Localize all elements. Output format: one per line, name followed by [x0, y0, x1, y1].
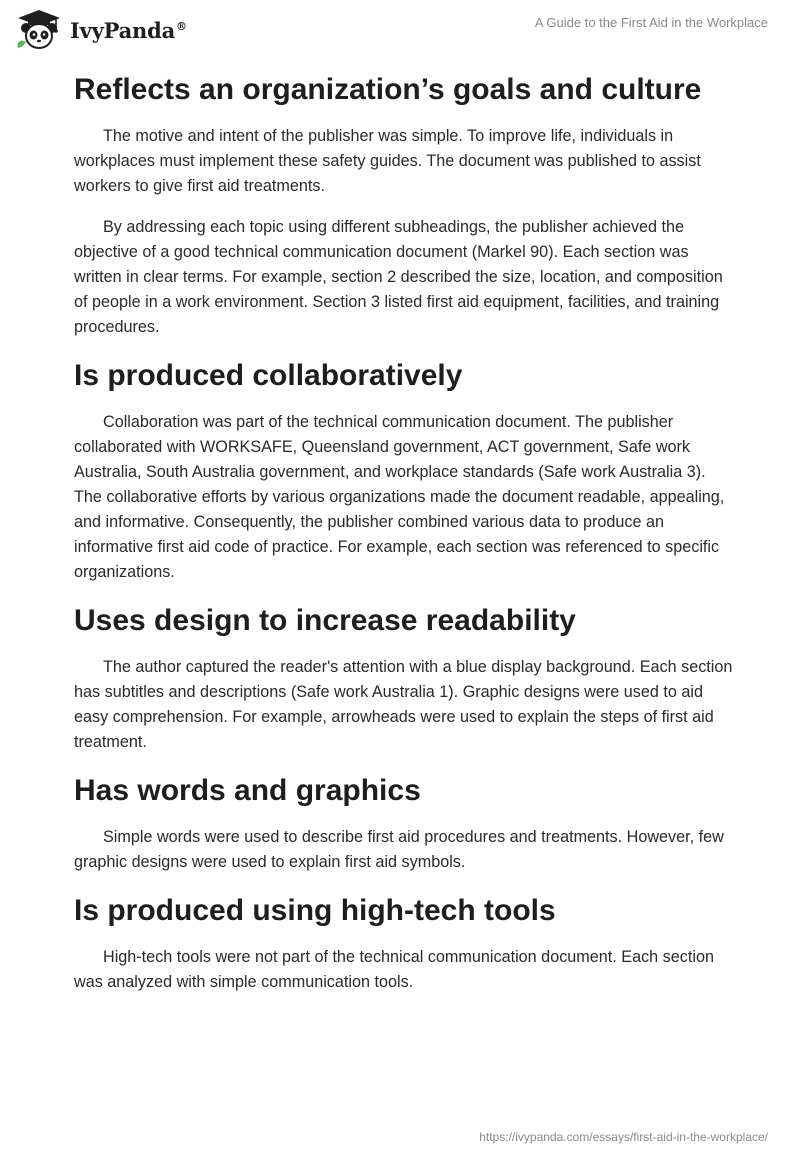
page-header — [0, 0, 800, 60]
paragraph: High-tech tools were not part of the technical communication document. Each section was analyzed with simple communication tools. — [74, 948, 714, 991]
section-heading: Is produced using high-tech tools — [74, 894, 556, 927]
document-title: A Guide to the First Aid in the Workplace — [534, 15, 768, 30]
section-heading: Reflects an organization’s goals and culture — [74, 73, 702, 106]
paragraph: The author captured the reader's attention with a blue display background. Each section has subtitles and descriptions (Safe work Australia 1). Graphic designs were used to aid easy comprehension. For example, arrowheads were used to explain the steps of first aid treatment. — [74, 658, 733, 751]
source-url[interactable]: https://ivypanda.com/essays/first-aid-in-the-workplace/ — [479, 1130, 768, 1144]
section-collaboration — [74, 356, 734, 585]
ivypanda-logo[interactable] — [14, 8, 187, 52]
panda-graduate-icon — [14, 8, 64, 52]
section-words-graphics — [74, 771, 734, 875]
essay-content — [74, 70, 734, 1011]
section-goals-culture — [74, 70, 734, 340]
section-design-readability — [74, 601, 734, 755]
section-high-tech-tools — [74, 891, 734, 995]
paragraph: By addressing each topic using different subheadings, the publisher achieved the objective of a good technical communication document (Markel 90). Each section was written in clear terms. For example, section 2 described the size, location, and composition of people in a work environment. Section 3 listed first aid equipment, facilities, and training procedures. — [74, 218, 723, 336]
paragraph: Simple words were used to describe first aid procedures and treatments. However, few graphic designs were used to explain first aid symbols. — [74, 828, 724, 871]
section-heading: Has words and graphics — [74, 774, 421, 807]
logo-text: IvyPanda® — [70, 17, 187, 43]
paragraph: Collaboration was part of the technical communication document. The publisher collaborated with WORKSAFE, Queensland government, ACT government, Safe work Australia, South Australia government, and workplace standards (Safe work Australia 3). The collaborative efforts by various organizations made the document readable, appealing, and informative. Consequently, the publisher combined various data to produce an informative first aid code of practice. For example, each section was referenced to specific organizations. — [74, 413, 725, 581]
section-heading: Uses design to increase readability — [74, 604, 576, 637]
paragraph: The motive and intent of the publisher was simple. To improve life, individuals in workplaces must implement these safety guides. The document was published to assist workers to give first aid treatments. — [74, 127, 701, 195]
section-heading: Is produced collaboratively — [74, 359, 463, 392]
